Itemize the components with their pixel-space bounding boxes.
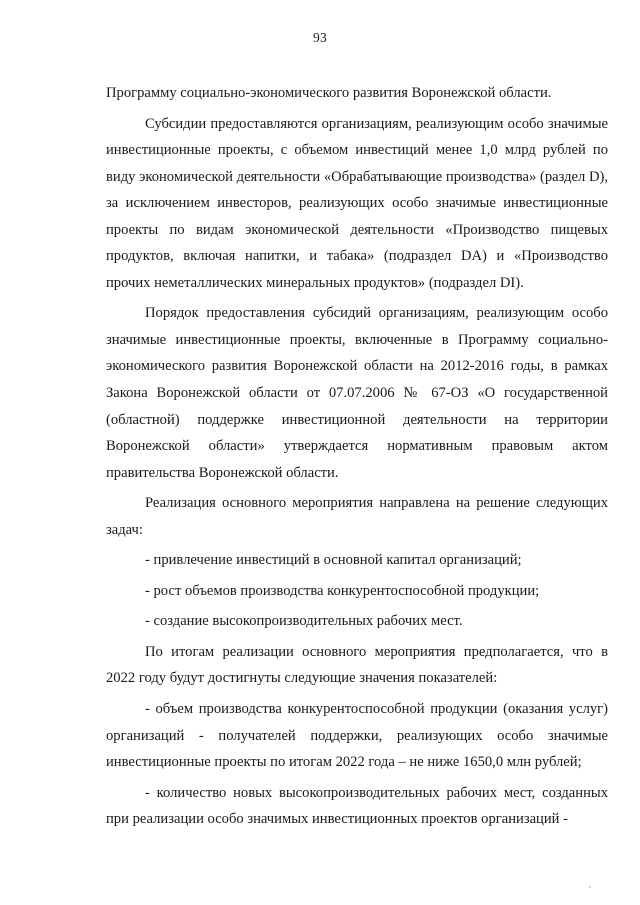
paragraph-subsidies: Субсидии предоставляются организациям, реализующим особо значимые инвестиционные проекты, с объемом инвестиций менее 1,0 млрд рублей по виду экономической деятельности «Обрабатывающие производства» (раздел D), за исключением инвесторов, реализующих особо значимые инвестиционные проекты по видам экономической деятельности «Производство пищевых продуктов, включая напитки, и табака» (подраздел DA) и «Производство прочих неметаллических минеральных продуктов» (подраздел DI). [106,115,608,291]
list-item-production-growth: - рост объемов производства конкурентоспособной продукции; [145,582,540,599]
document-body [106,80,608,833]
scan-speck [589,886,591,888]
page-number: 93 [312,30,328,45]
list-item-jobs: - создание высокопроизводительных рабочих мест. [145,613,463,630]
paragraph-continuation: Программу социально-экономического развития Воронежской области. [106,85,552,101]
paragraph-tasks-intro: Реализация основного мероприятия направлена на решение следующих задач: [106,495,608,538]
paragraph-indicators-intro: По итогам реализации основного мероприятия предполагается, что в 2022 году будут достигнуты следующие значения показателей: [106,643,608,687]
list-item-investments: - привлечение инвестиций в основной капитал организаций; [145,552,522,569]
list-item-production-volume: - объем производства конкурентоспособной продукции (оказания услуг) организаций - получателей поддержки, реализующих особо значимые инвестиционные проекты по итогам 2022 года – не ниже 1650,0 млн рублей; [106,701,608,771]
paragraph-procedure: Порядок предоставления субсидий организациям, реализующим особо значимые инвестиционные проекты, включенные в Программу социально-экономического развития Воронежской области на 2012-2016 годы, в рамках Закона Воронежской области от 07.07.2006 № 67-ОЗ «О государственной (областной) поддержке инвестиционной деятельности на территории Воронежской области» утверждается нормативным правовым актом правительства Воронежской области. [106,305,608,481]
list-item-new-jobs: - количество новых высокопроизводительных рабочих мест, созданных при реализации особо значимых инвестиционных проектов организаций - [106,784,608,828]
